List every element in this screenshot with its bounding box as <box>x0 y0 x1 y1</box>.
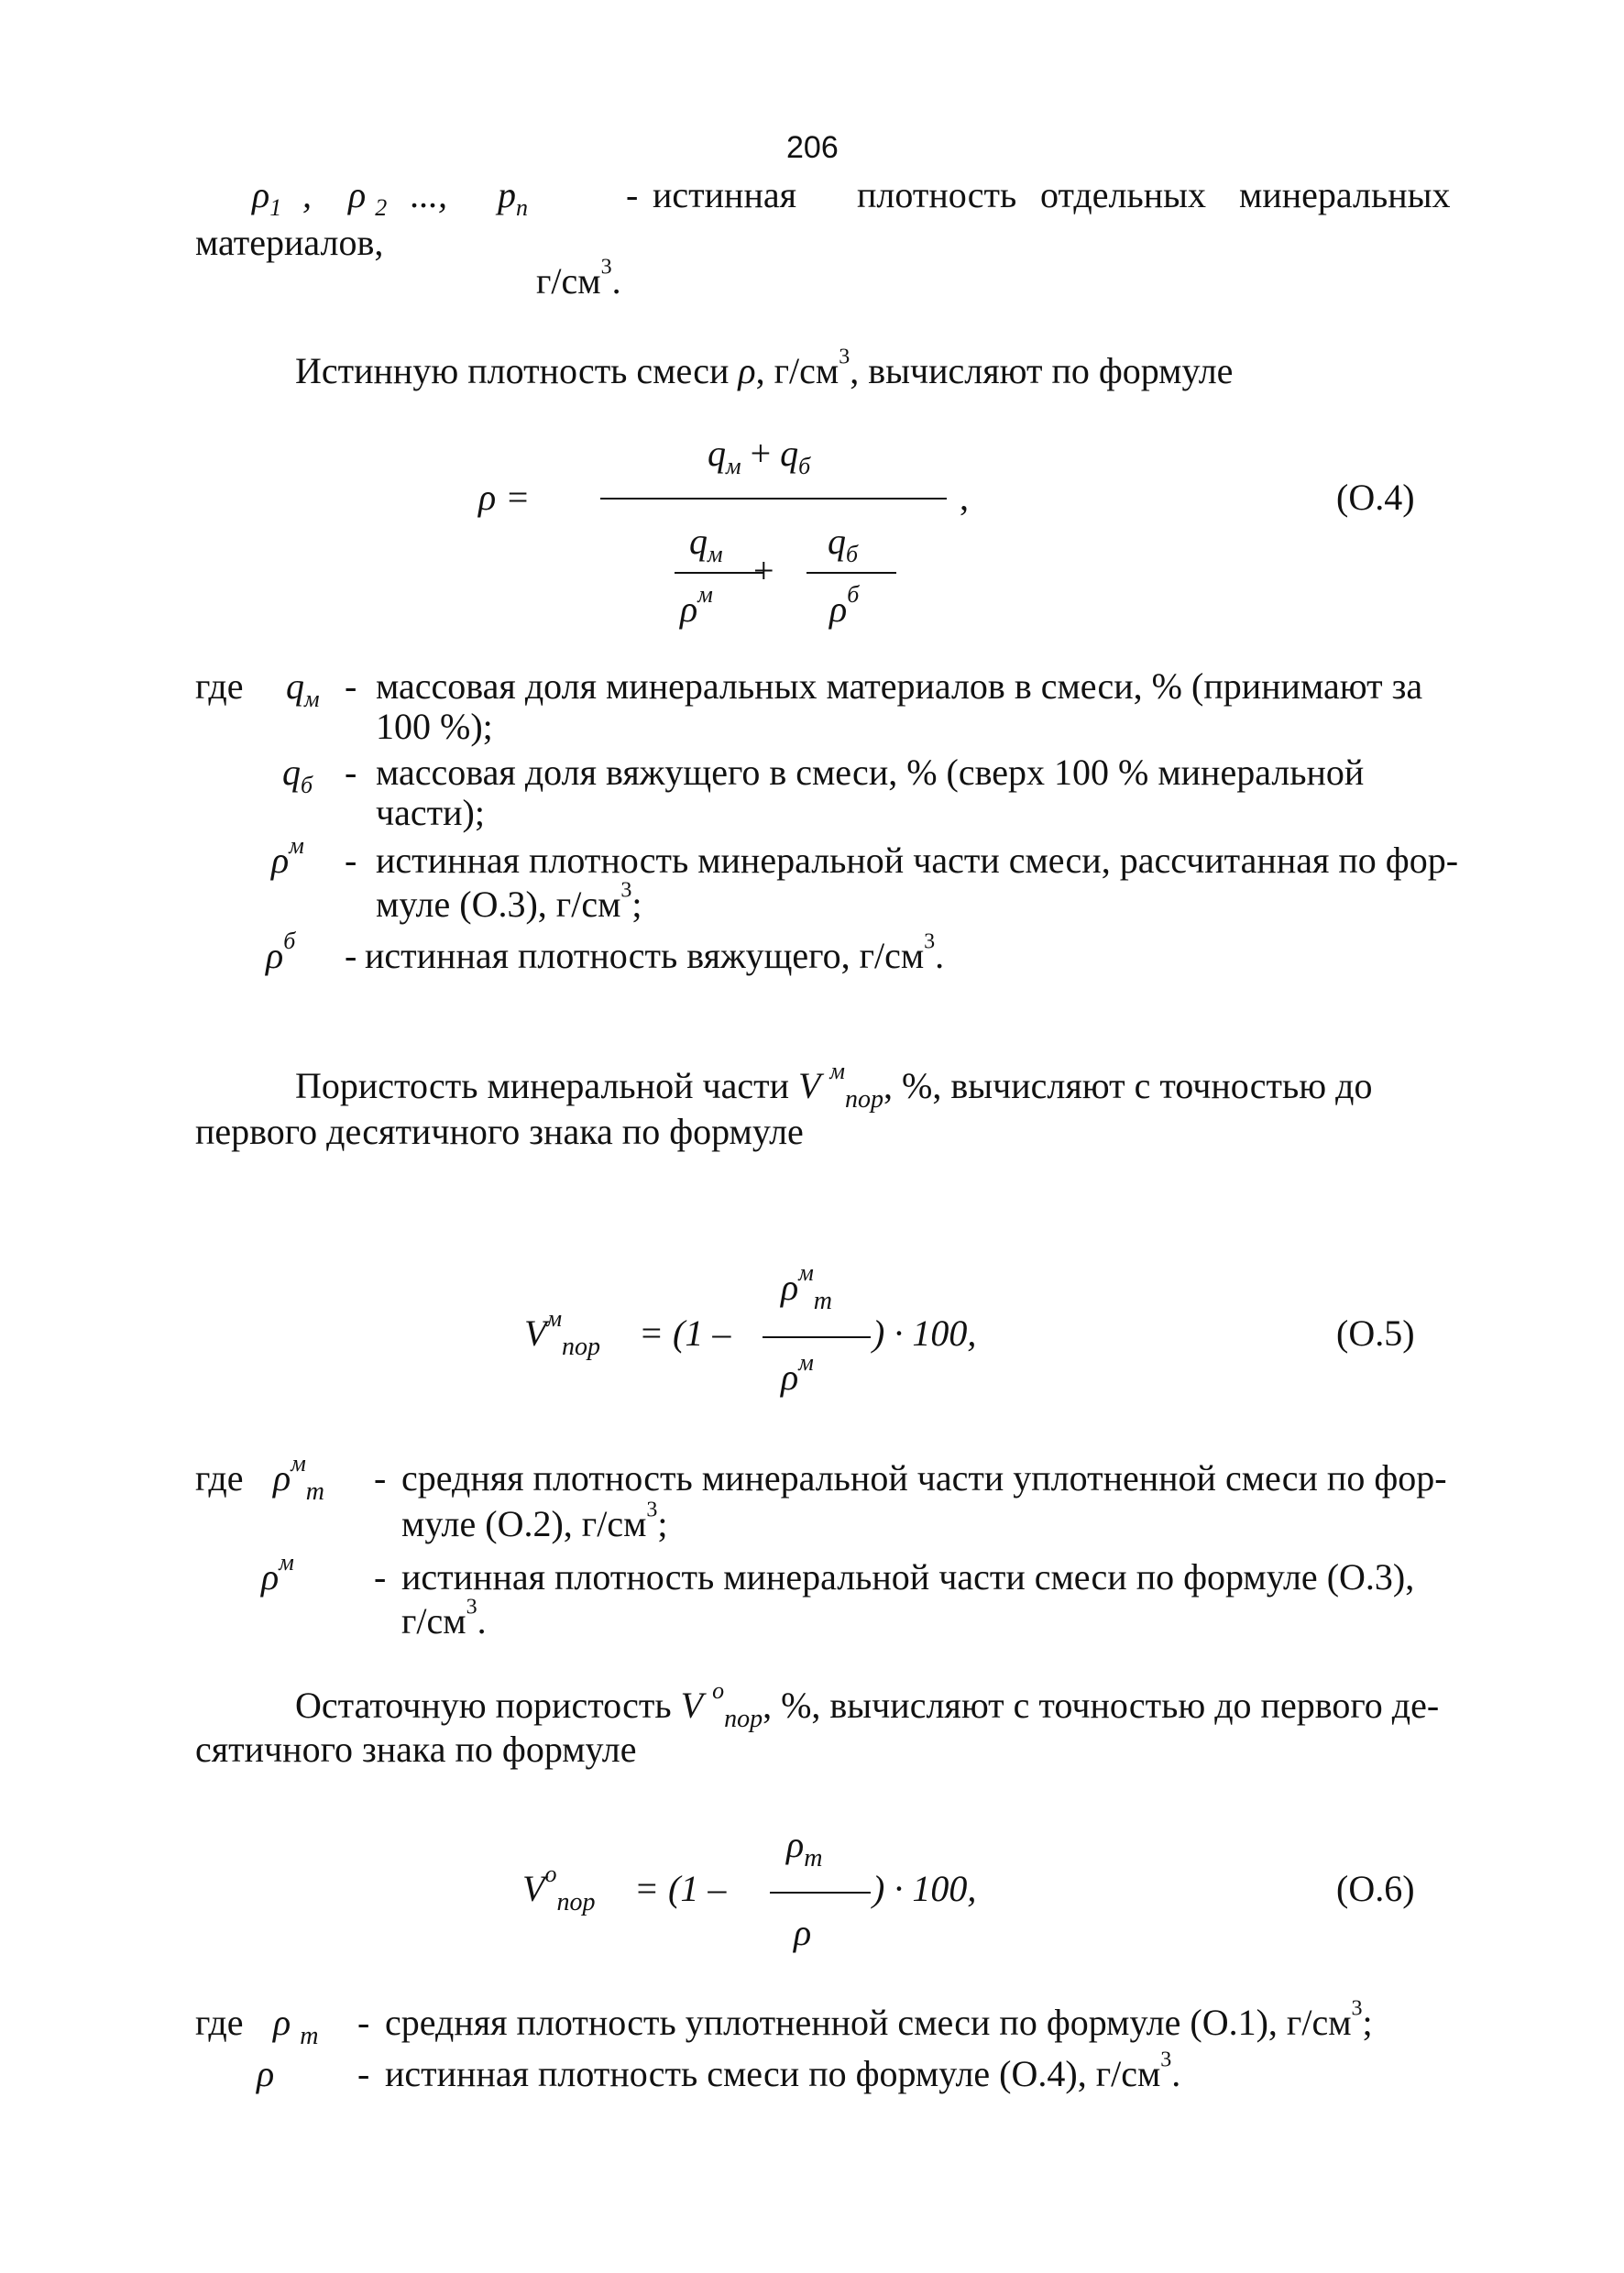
formula-o5-numerator: $\rho^м_т$ <box>781 1259 833 1315</box>
intro-unit: $г/см^3$. <box>536 255 621 302</box>
formula-o5-denominator: $\rho^м$ <box>781 1349 814 1398</box>
intro-symbol-rho1: $\rho_1$ <box>252 174 282 222</box>
defs-o4-rho-b-symbol: $\rho^б$ <box>266 928 296 976</box>
formula-o6-fraction-line <box>770 1892 871 1894</box>
formula-o4-den1-top: $q_м$ <box>689 521 723 568</box>
formula-o4-den2-line <box>807 572 896 574</box>
defs-o4-qm-line-2: 100 %); <box>376 706 493 747</box>
defs-o5-rho-mt-dash: - <box>374 1457 387 1499</box>
intro-dash: - <box>626 174 639 215</box>
defs-o4-rho-b-line-1: истинная плотность вяжущего, $г/см^3$. <box>365 929 945 976</box>
defs-o6-rho-symbol: ρ <box>257 2053 275 2094</box>
defs-o6-rho-line: истинная плотность смеси по формуле (О.4), $г/см^3$. <box>385 2048 1181 2094</box>
formula-o6-label: (О.6) <box>1336 1868 1415 1909</box>
defs-o4-rho-b-dash: - <box>345 935 357 976</box>
intro-symbol-rho2: ρ $_2$ <box>348 174 388 222</box>
formula-o4-den1-bottom: $\rho^м$ <box>680 581 713 630</box>
defs-o6-rho-t-symbol: ρ $_т$ <box>273 2002 319 2050</box>
intro-ellipsis: ..., <box>411 174 447 215</box>
formula-o4-numerator: $q_м + q_б$ <box>708 433 811 480</box>
defs-o5-where: где <box>195 1457 244 1499</box>
formula-o6-lhs: $V^о_{пор}$ <box>522 1861 596 1916</box>
formula-o6-close: ) · 100, <box>872 1868 977 1909</box>
defs-o5-rho-m-line-2: $г/см^3$. <box>401 1595 487 1642</box>
defs-o5-rho-m-symbol: $\rho^м$ <box>261 1549 294 1598</box>
defs-o6-rho-t-dash: - <box>357 2002 370 2043</box>
defs-o5-rho-mt-line-2: муле (О.2), $г/см^3$; <box>401 1498 668 1544</box>
intro-desc-word-1: истинная <box>653 174 797 215</box>
formula-o5-label: (О.5) <box>1336 1312 1415 1354</box>
defs-o4-qb-line-1: массовая доля вяжущего в смеси, % (сверх 100 % минеральной <box>376 752 1365 793</box>
formula-o4-main-fraction-line <box>600 498 947 500</box>
paragraph-true-density: Истинную плотность смеси ρ, $г/см^3$, вычисляют по формуле <box>295 345 1234 391</box>
paragraph-residual-line-1: Остаточную пористость V $^о_{пор}$, %, вычисляют с точностью до первого де- <box>295 1677 1440 1733</box>
intro-desc-word-2: плотность <box>857 174 1017 215</box>
defs-o6-rho-dash: - <box>357 2053 370 2094</box>
formula-o5-close: ) · 100, <box>872 1312 977 1354</box>
formula-o5-fraction-line <box>763 1336 871 1338</box>
formula-o4-den2-bottom: $\rho^б$ <box>829 581 860 630</box>
intro-comma: , <box>302 174 312 215</box>
defs-o5-rho-mt-line-1: средняя плотность минеральной части уплотненной смеси по фор- <box>401 1457 1447 1499</box>
intro-symbol-pn: $p_n$ <box>498 174 528 222</box>
defs-o5-rho-mt-symbol: $\rho^м_т$ <box>273 1450 325 1506</box>
defs-o4-where: где <box>195 665 244 707</box>
formula-o5-open: = (1 – <box>639 1312 731 1354</box>
intro-desc-line-2: материалов, <box>195 222 384 263</box>
defs-o5-rho-m-dash: - <box>374 1556 387 1598</box>
intro-desc-word-4: минеральных <box>1239 174 1451 215</box>
defs-o6-rho-t-line: средняя плотность уплотненной смеси по формуле (О.1), $г/см^3$; <box>385 1996 1373 2043</box>
formula-o4-label: (О.4) <box>1336 477 1415 518</box>
defs-o4-qm-dash: - <box>345 665 357 707</box>
defs-o4-qb-symbol: $q_б$ <box>282 752 313 799</box>
defs-o4-qb-dash: - <box>345 752 357 793</box>
defs-o5-rho-m-line-1: истинная плотность минеральной части смеси по формуле (О.3), <box>401 1556 1415 1598</box>
formula-o5-lhs: $V^м_{пор}$ <box>524 1305 601 1361</box>
intro-desc-word-3: отдельных <box>1040 174 1207 215</box>
formula-o6-open: = (1 – <box>634 1868 727 1909</box>
defs-o4-qb-line-2: части); <box>376 792 485 833</box>
paragraph-porosity-line-1: Пористость минеральной части V $^м_{пор}$, %, вычисляют с точностью до <box>295 1058 1373 1114</box>
formula-o4-den2-top: $q_б$ <box>828 521 859 568</box>
formula-o6-numerator: $\rho_т$ <box>786 1824 823 1872</box>
formula-o6-denominator: ρ <box>794 1912 812 1953</box>
formula-o4-lhs: ρ = <box>478 477 531 518</box>
formula-o4-comma: , <box>960 477 969 518</box>
paragraph-porosity-line-2: первого десятичного знака по формуле <box>195 1111 804 1152</box>
defs-o4-rho-m-dash: - <box>345 840 357 881</box>
formula-o4-den-plus: + <box>753 550 774 591</box>
paragraph-residual-line-2: сятичного знака по формуле <box>195 1729 637 1770</box>
defs-o4-qm-symbol: $q_м$ <box>286 665 320 713</box>
defs-o6-where: где <box>195 2002 244 2043</box>
defs-o4-rho-m-line-2: муле (О.3), $г/см^3$; <box>376 878 642 925</box>
formula-o4-den1-line <box>675 572 764 574</box>
defs-o4-rho-m-line-1: истинная плотность минеральной части смеси, рассчитанная по фор- <box>376 840 1459 881</box>
defs-o4-qm-line-1: массовая доля минеральных материалов в смеси, % (принимают за <box>376 665 1423 707</box>
page-number: 206 <box>786 130 839 165</box>
defs-o4-rho-m-symbol: $\rho^м$ <box>271 832 304 881</box>
